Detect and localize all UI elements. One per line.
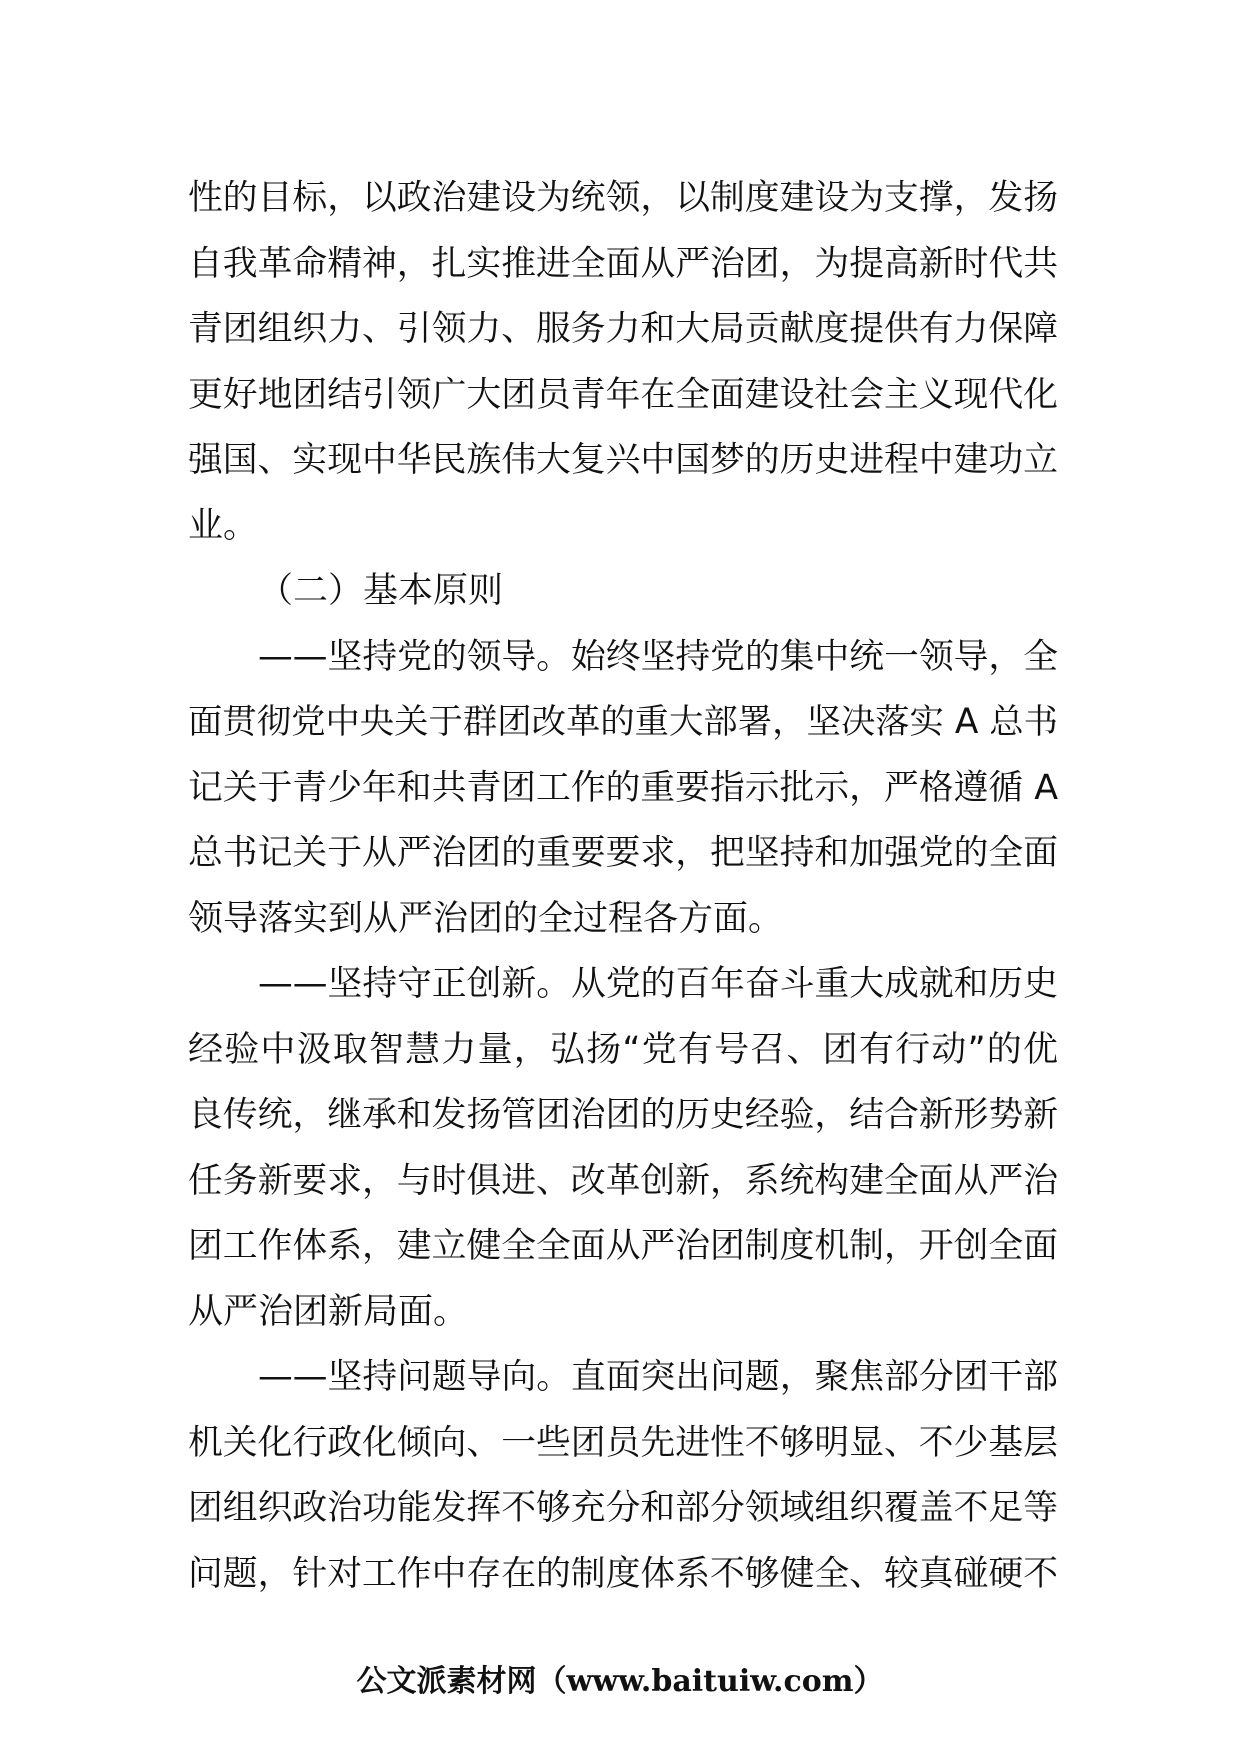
text-line: 强国、实现中华民族伟大复兴中国梦的历史进程中建功立 — [188, 440, 1058, 480]
text-line: 领导落实到从严治团的全过程各方面。 — [188, 898, 784, 939]
text-line: 机关化行政化倾向、一些团员先进性不够明显、不少基层 — [188, 1422, 1058, 1463]
footer-watermark: 公文派素材网（www.baituiw.com） — [356, 1664, 884, 1699]
text-line: 面贯彻党中央关于群团改革的重大部署，坚决落实 A 总书 — [188, 702, 1058, 742]
text-line: ——坚持党的领导。始终坚持党的集中统一领导，全 — [258, 636, 1058, 677]
text-line: 团组织政治功能发挥不够充分和部分领域组织覆盖不足等 — [188, 1488, 1058, 1528]
text-line: 业。 — [188, 505, 259, 546]
text-line: 青团组织力、引领力、服务力和大局贡献度提供有力保障 — [188, 309, 1058, 349]
text-line: 自我革命精神，扎实推进全面从严治团，为提高新时代共 — [188, 243, 1058, 284]
text-line: 总书记关于从严治团的重要要求，把坚持和加强党的全面 — [188, 833, 1058, 873]
text-line: 记关于青少年和共青团工作的重要指示批示，严格遵循 A — [188, 767, 1058, 808]
text-line: ——坚持问题导向。直面突出问题，聚焦部分团干部 — [258, 1357, 1058, 1397]
text-line: 任务新要求，与时俱进、改革创新，系统构建全面从严治 — [188, 1160, 1058, 1201]
text-line: ——坚持守正创新。从党的百年奋斗重大成就和历史 — [258, 964, 1058, 1004]
text-line: （二）基本原则 — [258, 571, 504, 611]
document-body — [188, 166, 1058, 1607]
text-line: 从严治团新局面。 — [188, 1291, 469, 1332]
text-line: 性的目标，以政治建设为统领，以制度建设为支撑，发扬 — [188, 178, 1058, 218]
text-line: 团工作体系，建立健全全面从严治团制度机制，开创全面 — [188, 1226, 1058, 1266]
text-line: 经验中汲取智慧力量，弘扬“党有号召、团有行动”的优 — [188, 1029, 1058, 1070]
text-line: 良传统，继承和发扬管团治团的历史经验，结合新形势新 — [188, 1095, 1058, 1135]
text-line: 问题，针对工作中存在的制度体系不够健全、较真碰硬不 — [188, 1553, 1058, 1594]
text-line: 更好地团结引领广大团员青年在全面建设社会主义现代化 — [188, 374, 1058, 415]
